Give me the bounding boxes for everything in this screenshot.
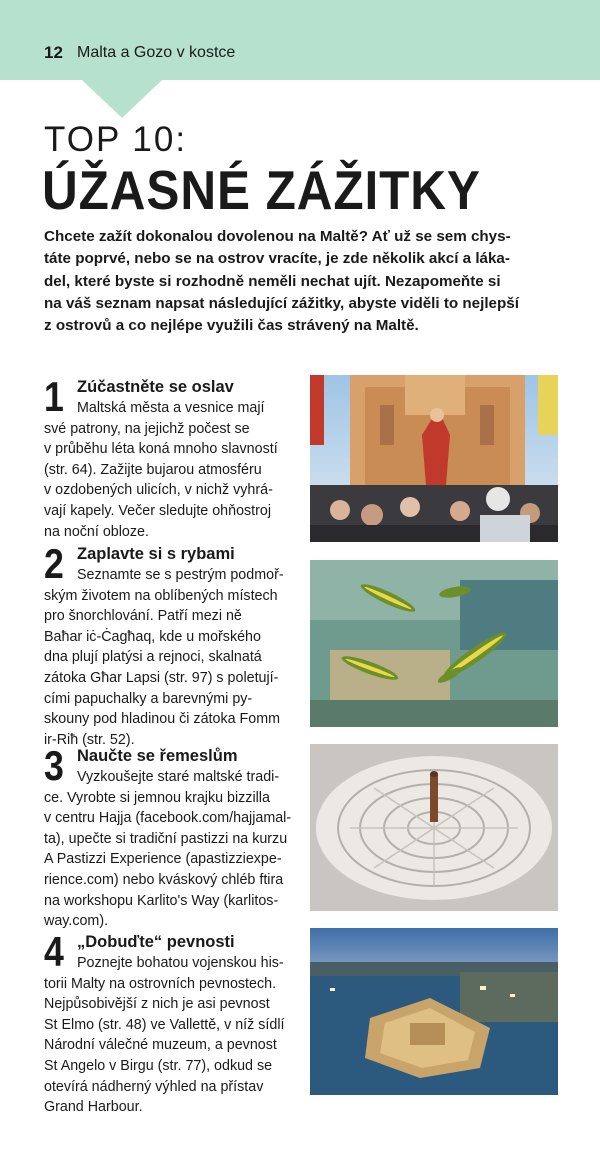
body-line: Maltská města a vesnice mají <box>77 400 265 416</box>
body-line: A Pastizzi Experience (apastizziexpe- <box>44 851 282 868</box>
item-body <box>44 565 306 750</box>
body-line: Národní válečné muzeum, a pevnost <box>44 1037 277 1054</box>
intro-line: z ostrovů a co nejlépe využili čas strávený na Maltě. <box>44 317 419 335</box>
item-body <box>44 398 306 542</box>
body-line: dna plují platýsi a rejnoci, skalnatá <box>44 649 262 666</box>
body-line: své patrony, na jejichž počest se <box>44 420 250 437</box>
intro-line: táte poprvé, nebo se na ostrov vracíte, je zde několik akcí a láka- <box>44 250 510 268</box>
item-heading: Naučte se řemeslům <box>77 747 238 765</box>
body-line: v centru Hajja (facebook.com/hajjamal- <box>44 810 292 827</box>
body-line: Baħar iċ-Ċagħaq, kde u mořského <box>44 628 261 645</box>
intro-line: Chcete zažít dokonalou dovolenou na Maltě? Ať už se sem chys- <box>44 228 511 245</box>
lace-photo <box>310 744 558 911</box>
intro-line: del, které byste si rozhodně neměli nechat ujít. Nezapomeňte si <box>44 272 501 290</box>
body-line: na workshopu Karlito's Way (karlitos- <box>44 892 279 909</box>
item-number: 3 <box>44 742 64 789</box>
item-number: 2 <box>44 540 64 587</box>
item-heading: Zúčastněte se oslav <box>77 378 234 396</box>
body-line: (str. 64). Zažijte bujarou atmosféru <box>44 461 262 478</box>
body-line: Poznejte bohatou vojenskou his- <box>77 955 284 971</box>
item-heading: Zaplavte si s rybami <box>77 545 235 563</box>
page-number: 12 <box>44 43 63 62</box>
body-line: vají kapely. Večer sledujte ohňostroj <box>44 502 272 519</box>
header-band <box>0 0 600 80</box>
item-body <box>44 953 306 1118</box>
top10-label: TOP 10: <box>44 120 188 159</box>
item-number: 4 <box>44 928 64 975</box>
body-line: v ozdobených ulicích, v nichž vyhrá- <box>44 482 273 499</box>
header-notch <box>82 80 162 118</box>
running-title: Malta a Gozo v kostce <box>77 44 236 61</box>
body-line: ta), upečte si tradiční pastizzi na kurzu <box>44 830 288 847</box>
item-number: 1 <box>44 373 64 420</box>
body-line: v průběhu léta koná mnoho slavností <box>44 441 278 458</box>
body-line: pro šnorchlování. Patří mezi ně <box>44 608 242 625</box>
body-line: skouny pod hladinou či zátoka Fomm <box>44 711 281 728</box>
body-line: ir-Riħ (str. 52). <box>44 731 135 748</box>
body-line: cími papuchalky a barevnými py- <box>44 690 253 707</box>
fish-photo <box>310 560 558 727</box>
body-line: ce. Vyrobte si jemnou krajku bizzilla <box>44 789 270 806</box>
body-line: ským životem na oblíbených místech <box>44 587 278 604</box>
body-line: torii Malty na ostrovních pevnostech. <box>44 975 277 992</box>
body-line: Grand Harbour. <box>44 1099 143 1116</box>
page-title: ÚŽASNÉ ZÁŽITKY <box>42 159 481 221</box>
body-line: na noční obloze. <box>44 523 149 540</box>
intro-line: na váš seznam napsat následující zážitky, abyste viděli to nejlepší <box>44 294 519 312</box>
body-line: rience.com) nebo kváskový chléb ftira <box>44 871 284 888</box>
body-line: zátoka Għar Lapsi (str. 97) s poletují- <box>44 669 279 686</box>
fortress-photo <box>310 928 558 1095</box>
body-line: Vyzkoušejte staré maltské tradi- <box>77 769 280 785</box>
intro-paragraph <box>44 226 549 337</box>
body-line: St Angelo v Birgu (str. 77), odkud se <box>44 1057 273 1074</box>
body-line: Nejpůsobivější z nich je asi pevnost <box>44 996 270 1013</box>
body-line: Seznamte se s pestrým podmoř- <box>77 567 284 583</box>
item-heading: „Dobuďte“ pevnosti <box>77 933 235 951</box>
body-line: St Elmo (str. 48) ve Vallettě, v níž sídlí <box>44 1016 285 1033</box>
festival-photo <box>310 375 558 542</box>
body-line: otevírá nádherný výhled na přístav <box>44 1078 264 1095</box>
body-line: way.com). <box>44 913 109 930</box>
item-body <box>44 767 306 932</box>
